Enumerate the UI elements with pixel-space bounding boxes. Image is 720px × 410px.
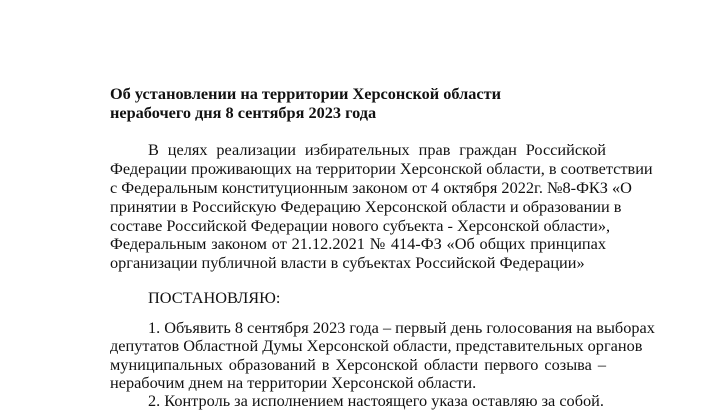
decree-heading: ПОСТАНОВЛЯЮ:	[148, 288, 281, 307]
preamble-line-5: составе Российской Федерации нового субъекта - Херсонской области»,	[110, 216, 611, 235]
preamble-line-6: Федеральным законом от 21.12.2021 № 414-ФЗ «Об общих принципах	[110, 234, 606, 253]
preamble-line-1: В целях реализации избирательных прав граждан Российской	[148, 140, 606, 159]
preamble-line-4: принятии в Российскую Федерацию Херсонской области и образовании в	[110, 197, 622, 216]
document-title-line-2: нерабочего дня 8 сентября 2023 года	[110, 103, 377, 122]
preamble-line-3: с Федеральным конституционным законом от 4 октября 2022г. №8-ФКЗ «О	[110, 178, 632, 197]
document-title-line-1: Об установлении на территории Херсонской области	[110, 84, 501, 103]
item1-line-1: 1. Объявить 8 сентября 2023 года – первый день голосования на выборах	[148, 318, 655, 337]
preamble-line-2: Федерации проживающих на территории Херсонской области, в соответствии	[110, 159, 653, 178]
preamble-line-7: организации публичной власти в субъектах Российской Федерации»	[110, 253, 585, 272]
item2-line-1: 2. Контроль за исполнением настоящего указа оставляю за собой.	[148, 391, 604, 410]
item1-line-3: муниципальных образований в Херсонской области первого созыва –	[110, 355, 606, 374]
item1-line-2: депутатов Областной Думы Херсонской области, представительных органов	[110, 336, 643, 355]
item1-line-4: нерабочим днем на территории Херсонской области.	[110, 373, 477, 392]
